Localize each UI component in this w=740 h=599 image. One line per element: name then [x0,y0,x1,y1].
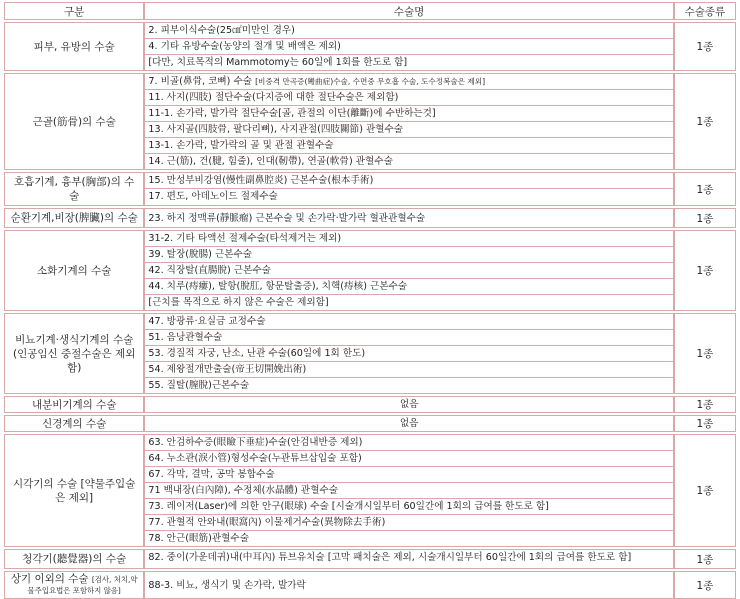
surgery-item: 54. 제왕절개만출술(帝王切開娩出術) [145,362,672,378]
surgery-item: 77. 관혈적 안와내(眼窩內) 이물제거수술(異物除去手術) [145,515,672,531]
category-cell: 순환기계,비장(脾臟)의 수술 [4,208,144,228]
surgery-item: 63. 안검하수증(眼瞼下垂症)수술(안검내반증 제외) [145,435,672,451]
header-category: 구분 [4,2,144,20]
row-respiratory [4,172,736,206]
category-cell: 근골(筋骨)의 수술 [4,73,144,170]
category-cell: 시각기의 수술 [약물주입술은 제외] [4,434,144,547]
surgery-item: 64. 누소관(淚小管)형성수술(누관튜브삽입술 포함) [145,451,672,467]
row-nervous [4,415,736,432]
surgery-item: 39. 탈장(脫腸) 근본수술 [145,247,672,263]
type-count-cell: 1종 [674,230,736,311]
surgery-item-text: 7. 비골(鼻骨, 코뼈) 수술 [148,76,253,87]
surgery-item: 15. 만성부비강염(慢性副鼻腔炎) 근본수술(根本手術) [145,173,672,189]
surgery-item: 13-1. 손가락, 발가락의 골 및 관절 관혈수술 [145,138,672,154]
type-count-cell: 1종 [674,172,736,206]
surgery-item-note: [비중격 만곡증(彎曲症)수술, 수면중 무호흡 수술, 도수정복술은 제외] [255,77,486,86]
surgery-list [144,172,673,206]
type-count-cell: 1종 [674,571,736,599]
surgery-item: 42. 직장탈(直腸脫) 근본수술 [145,263,672,279]
surgery-list [144,415,673,432]
surgery-list [144,549,673,569]
surgery-item: 88-3. 비뇨, 생식기 및 손가락, 발가락 [148,579,306,591]
surgery-item: 51. 음낭관혈수술 [145,330,672,346]
header-type-count: 수술종류 [674,2,736,20]
type-count-cell: 1종 [674,434,736,547]
surgery-item: 71 백내장(白內障), 수정체(水晶體) 관혈수술 [145,483,672,499]
row-musculoskeletal [4,73,736,170]
type-count-cell: 1종 [674,415,736,432]
surgery-item: 14. 근(筋), 건(腱, 힘줄), 인대(靭帶), 연골(軟骨) 관혈수술 [148,156,393,167]
surgery-item: 23. 하지 정맥류(靜脈瘤) 근본수술 및 손가락·발가락 혈관관혈수술 [148,212,426,224]
category-cell: 신경계의 수술 [4,415,144,432]
surgery-item: 4. 기타 유방수술(농양의 절개 및 배액은 제외) [145,39,672,55]
row-circulatory [4,208,736,228]
header-row [4,2,736,20]
surgery-item: 13. 사지골(四肢骨, 팔다리뼈), 사지관절(四肢關節) 관혈수술 [145,122,672,138]
surgery-list [144,208,673,228]
surgery-item: 73. 레이저(Laser)에 의한 안구(眼球) 수술 [시술개시일부터 60일간에 1회의 급여를 한도로 함] [145,499,672,515]
category-cell: 청각기(聽覺器)의 수술 [4,549,144,569]
surgery-list [144,434,673,547]
surgery-item: 67. 각막, 결막, 공막 봉합수술 [145,467,672,483]
row-hearing [4,549,736,569]
surgery-item: [다만, 치료목적의 Mammotomy는 60일에 1회를 한도로 함] [148,57,408,68]
surgery-item: 78. 안근(眼筋)관혈수술 [148,533,249,544]
surgery-item: 없음 [399,399,419,410]
surgery-classification-sheet [4,2,736,599]
surgery-list [144,73,673,170]
header-surgery: 수술명 [144,2,673,20]
surgery-list [144,571,673,599]
category-cell [4,571,144,599]
type-count-cell: 1종 [674,73,736,170]
surgery-item: 17. 편도, 아데노이드 절제수술 [148,191,278,202]
type-count-cell: 1종 [674,396,736,413]
surgery-list [144,396,673,413]
surgery-item: 47. 방광류·요실금 교정수술 [145,314,672,330]
surgery-item: 44. 치루(痔瘻), 탈항(脫肛, 항문탈출증), 치핵(痔核) 근본수술 [145,279,672,295]
surgery-item [145,74,672,90]
category-cell: 피부, 유방의 수술 [4,22,144,71]
category-cell: 비뇨기계·생식기계의 수술(인공임신 중절수술은 제외함) [4,313,144,394]
type-count-cell: 1종 [674,549,736,569]
category-cell: 소화기계의 수술 [4,230,144,311]
surgery-list [144,313,673,394]
category-cell: 호흡기계, 흉부(胸部)의 수술 [4,172,144,206]
category-text: 상기 이외의 수술 [10,573,89,585]
surgery-table [4,2,736,599]
row-digestive [4,230,736,311]
row-vision [4,434,736,547]
surgery-item: 11. 사지(四肢) 절단수술(다지증에 대한 절단수술은 제외함) [145,90,672,106]
row-skin-breast [4,22,736,71]
row-urogenital [4,313,736,394]
surgery-item: [근치를 목적으로 하지 않은 수술은 제외함] [148,297,329,308]
surgery-item: 없음 [399,418,419,429]
type-count-cell: 1종 [674,22,736,71]
surgery-item: 82. 중이(가운데귀)내(中耳內) 튜브유치술 [고막 패치술은 제외, 시술개시일부터 60일간에 1회의 급여를 한도로 함] [148,552,632,563]
surgery-list [144,22,673,71]
type-count-cell: 1종 [674,313,736,394]
surgery-item: 55. 질탈(膣脫)근본수술 [148,380,249,391]
surgery-list [144,230,673,311]
surgery-item: 2. 피부이식수술(25㎠미만인 경우) [145,23,672,39]
type-count-cell: 1종 [674,208,736,228]
surgery-item: 31-2. 기타 타액선 절제수술(타석제거는 제외) [145,231,672,247]
category-note: [검사, 처치,약물주입요법은 포함하지 않음] [27,575,138,595]
category-cell: 내분비기계의 수술 [4,396,144,413]
row-endocrine [4,396,736,413]
surgery-item: 11-1. 손가락, 발가락 절단수술[골, 관절의 이단(離斷)에 수반하는것] [145,106,672,122]
row-other [4,571,736,599]
surgery-item: 53. 경질적 자궁, 난소, 난관 수술(60일에 1회 한도) [145,346,672,362]
